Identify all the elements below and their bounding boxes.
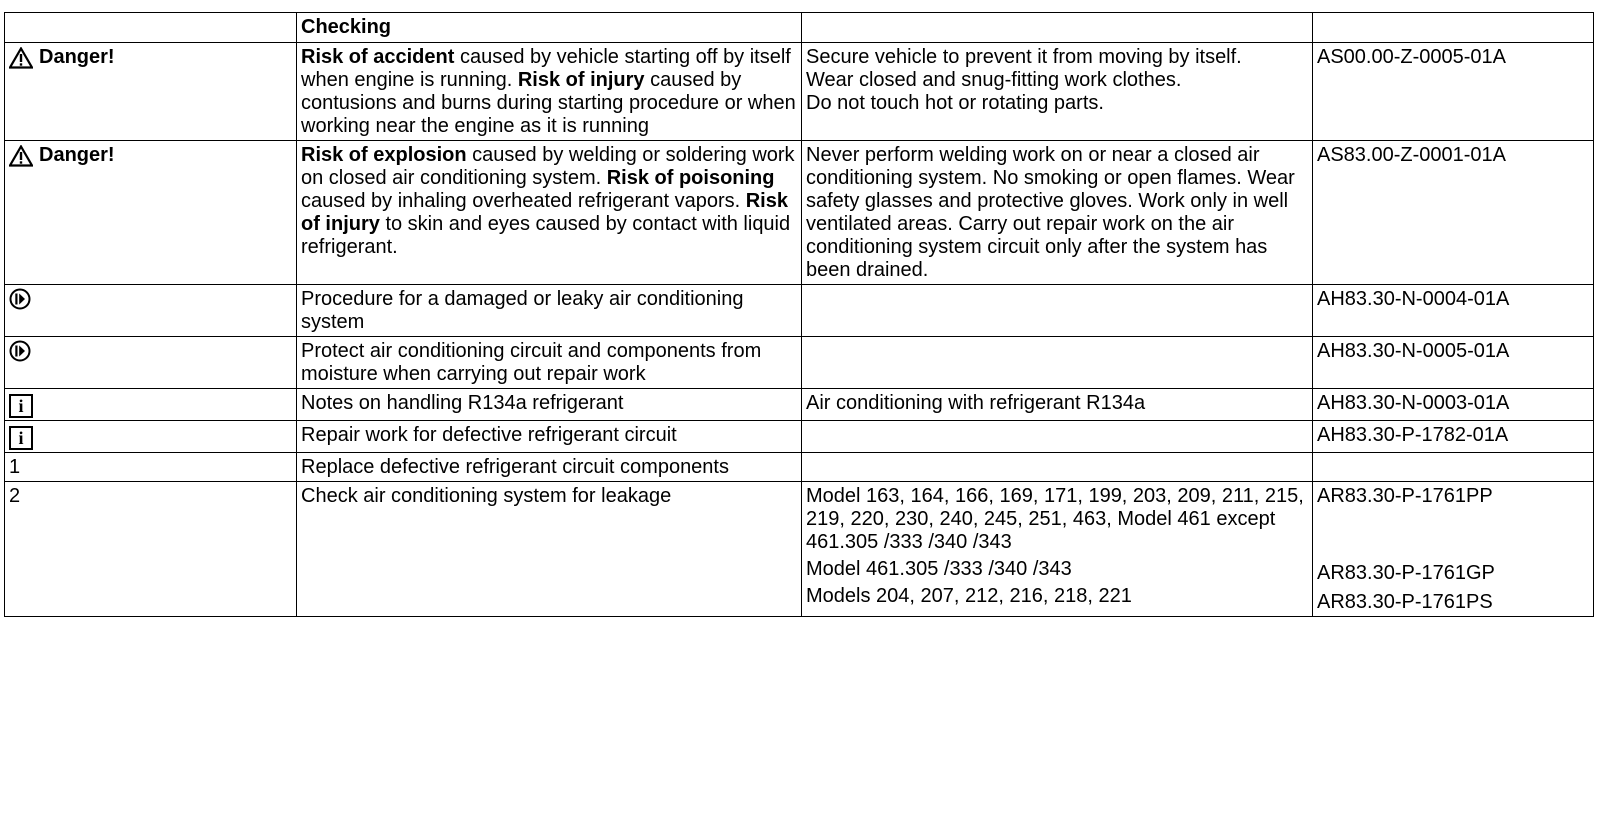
row-label-cell	[5, 482, 297, 617]
row-text: Check air conditioning system for leakage	[301, 485, 672, 507]
row-label-cell	[5, 337, 297, 389]
reference-code: AH83.30-P-1782-01A	[1317, 424, 1509, 446]
row-text-cell	[297, 337, 802, 389]
reference-code: AS00.00-Z-0005-01A	[1317, 46, 1507, 68]
row-text: Notes on handling R134a refrigerant	[301, 392, 624, 414]
table-row	[5, 482, 1594, 617]
text-seg: Risk of accident	[301, 46, 455, 68]
row-text-cell	[297, 482, 802, 617]
reference-code: AH83.30-N-0005-01A	[1317, 340, 1510, 362]
row-label-cell	[5, 389, 297, 421]
header-cell-4	[1313, 13, 1594, 43]
header-cell-1	[5, 13, 297, 43]
reference-code: AR83.30-P-1761PS	[1317, 591, 1493, 613]
row-info-cell	[802, 141, 1313, 285]
table-row	[5, 141, 1594, 285]
text-seg: caused by inhaling overheated refrigerant vapors.	[301, 190, 746, 212]
warning-triangle-icon	[9, 145, 33, 167]
reference-code: AR83.30-P-1761GP	[1317, 562, 1495, 584]
info-text: Never perform welding work on or near a closed air conditioning system. No smoking or open flames. Wear safety glasses and protective gloves. Work only in well ventilated areas. Carry out repair work on the air conditioning system circuit only after the system has been drained.	[806, 144, 1295, 281]
model-info: Model 163, 164, 166, 169, 171, 199, 203, 209, 211, 215, 219, 220, 230, 240, 245, 251, 463, Model 461 except 461.305 /333 /340 /343	[806, 485, 1304, 553]
table-row	[5, 389, 1594, 421]
row-label-cell	[5, 285, 297, 337]
step-number: 1	[9, 456, 21, 478]
row-ref-cell	[1313, 482, 1594, 617]
procedure-table	[4, 12, 1594, 617]
note-circle-icon	[9, 340, 31, 362]
row-label-cell	[5, 421, 297, 453]
reference-code: AH83.30-N-0003-01A	[1317, 392, 1510, 414]
row-info-cell	[802, 482, 1313, 617]
text-seg: caused by vehicle starting off by itself when engine is running.	[301, 46, 791, 91]
note-circle-icon	[9, 288, 31, 310]
info-text: Air conditioning with refrigerant R134a	[806, 392, 1146, 414]
row-ref-cell	[1313, 421, 1594, 453]
text-seg: Risk of injury	[517, 69, 645, 91]
info-box-icon: i	[9, 394, 33, 418]
header-cell-3	[802, 13, 1313, 43]
table-row	[5, 285, 1594, 337]
danger-label: Danger!	[39, 46, 115, 68]
row-ref-cell	[1313, 141, 1594, 285]
row-text-cell	[297, 285, 802, 337]
row-info-cell	[802, 285, 1313, 337]
model-info: Models 204, 207, 212, 216, 218, 221	[806, 585, 1132, 607]
model-info: Model 461.305 /333 /340 /343	[806, 558, 1072, 580]
warning-triangle-icon	[9, 47, 33, 69]
reference-code: AH83.30-N-0004-01A	[1317, 288, 1510, 310]
table-row	[5, 421, 1594, 453]
text-seg: Risk of poisoning	[606, 167, 775, 189]
table-header-row	[5, 13, 1594, 43]
reference-code: AR83.30-P-1761PP	[1317, 485, 1493, 507]
row-text: Protect air conditioning circuit and components from moisture when carrying out repair work	[301, 340, 762, 385]
table-row	[5, 337, 1594, 389]
row-text: Replace defective refrigerant circuit components	[301, 456, 729, 478]
row-text: Repair work for defective refrigerant circuit	[301, 424, 677, 446]
row-text-cell	[297, 421, 802, 453]
text-seg: caused by welding or soldering work on closed air conditioning system.	[301, 144, 795, 189]
table-row	[5, 43, 1594, 141]
row-info-cell	[802, 389, 1313, 421]
text-seg: Risk of injury	[301, 190, 788, 235]
text-seg: to skin and eyes caused by contact with liquid refrigerant.	[301, 213, 791, 258]
row-ref-cell	[1313, 389, 1594, 421]
step-number: 2	[9, 485, 21, 507]
row-label-cell	[5, 141, 297, 285]
row-ref-cell	[1313, 285, 1594, 337]
row-text-cell	[297, 453, 802, 482]
info-text: Secure vehicle to prevent it from moving by itself. Wear closed and snug-fitting work clothes. Do not touch hot or rotating parts.	[806, 46, 1242, 114]
row-label-cell	[5, 43, 297, 141]
row-info-cell	[802, 337, 1313, 389]
row-ref-cell	[1313, 43, 1594, 141]
table-row	[5, 453, 1594, 482]
text-seg: Risk of explosion	[301, 144, 467, 166]
row-ref-cell	[1313, 453, 1594, 482]
reference-code: AS83.00-Z-0001-01A	[1317, 144, 1507, 166]
row-info-cell	[802, 43, 1313, 141]
header-checking: Checking	[297, 13, 802, 43]
row-text-cell	[297, 43, 802, 141]
row-text: Procedure for a damaged or leaky air conditioning system	[301, 288, 744, 333]
danger-label: Danger!	[39, 144, 115, 166]
row-info-cell	[802, 453, 1313, 482]
row-text-cell	[297, 389, 802, 421]
info-box-icon: i	[9, 426, 33, 450]
row-text-cell	[297, 141, 802, 285]
text-seg: caused by contusions and burns during starting procedure or when working near the engine as it is running	[301, 69, 796, 137]
row-info-cell	[802, 421, 1313, 453]
row-ref-cell	[1313, 337, 1594, 389]
row-label-cell	[5, 453, 297, 482]
